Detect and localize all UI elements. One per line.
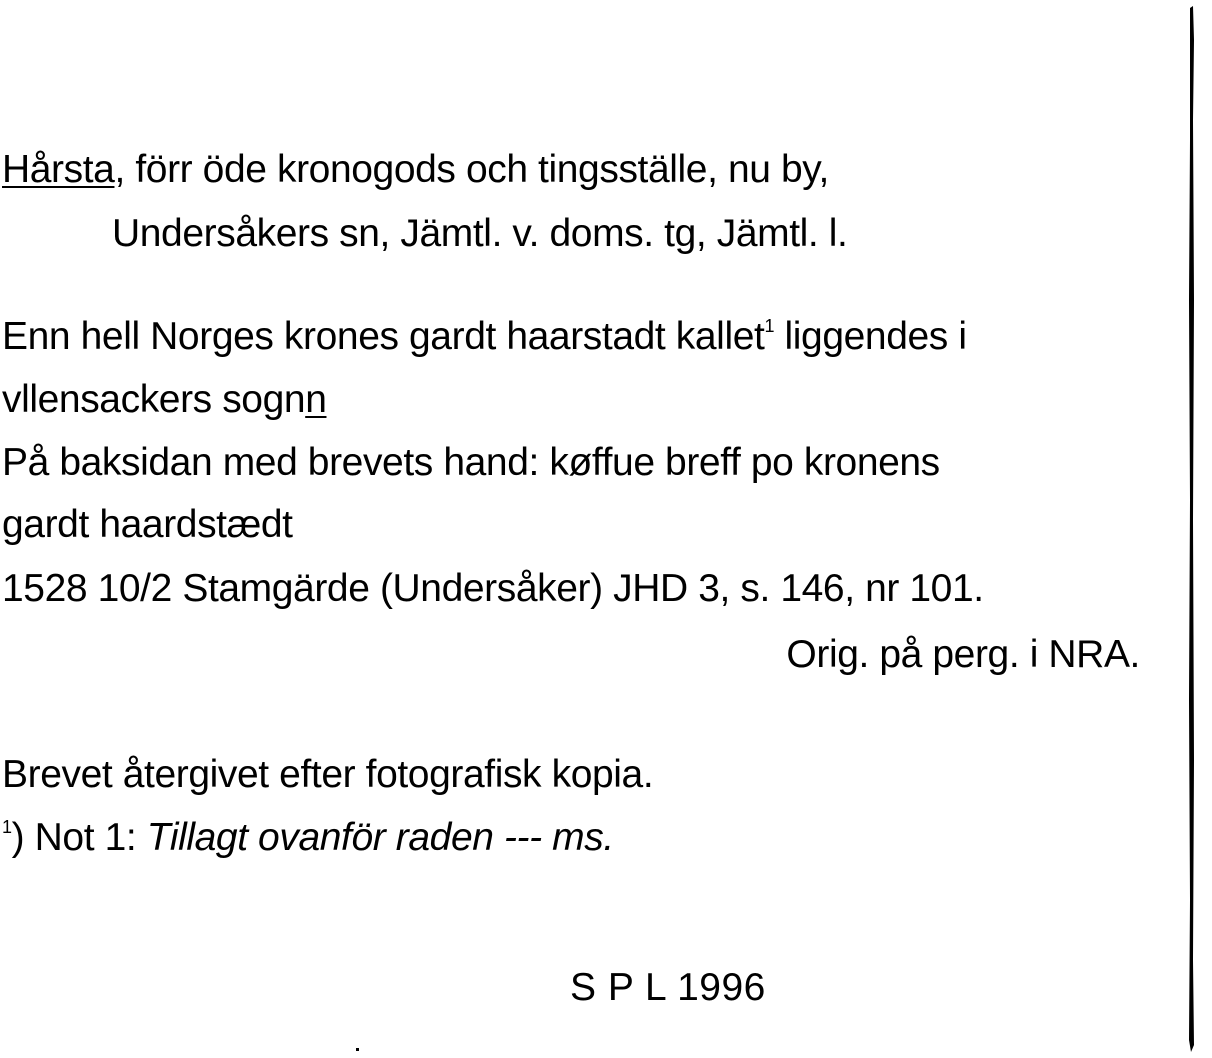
notes-footnote (2, 818, 614, 857)
body-line-5: 1528 10/2 Stamgärde (Undersåker) JHD 3, s. 146, nr 101. (2, 567, 984, 610)
body-line-1-rest: liggendes i (774, 315, 967, 358)
body-line-4: gardt haardstædt (2, 503, 293, 546)
underlined-letter: n (305, 378, 327, 421)
heading-line-1 (2, 150, 829, 189)
body-line-6: Orig. på perg. i NRA. (786, 633, 1140, 676)
body-line-1-text: Enn hell Norges krones gardt haarstadt kallet (2, 315, 765, 358)
body-line-1 (2, 317, 967, 356)
footnote-number: 1 (2, 817, 12, 837)
footnote-marker: 1 (764, 316, 775, 336)
scan-speck (356, 1048, 359, 1051)
footnote-text: Tillagt ovanför raden --- ms. (146, 816, 614, 859)
place-name: Hårsta (2, 148, 115, 191)
notes-line-1: Brevet återgivet efter fotografisk kopia. (2, 753, 654, 796)
heading-line-2: Undersåkers sn, Jämtl. v. doms. tg, Jämtl. l. (112, 212, 848, 255)
body-line-3: På baksidan med brevets hand: køffue breff po kronens (2, 441, 940, 484)
body-line-2 (2, 380, 326, 419)
signature: S P L 1996 (570, 966, 766, 1009)
body-line-2-text: vllensackers sogn (2, 378, 306, 421)
page-edge-line (1184, 0, 1198, 1058)
footnote-label: ) Not 1: (11, 816, 147, 859)
place-description: , förr öde kronogods och tingsställe, nu by, (114, 148, 829, 191)
